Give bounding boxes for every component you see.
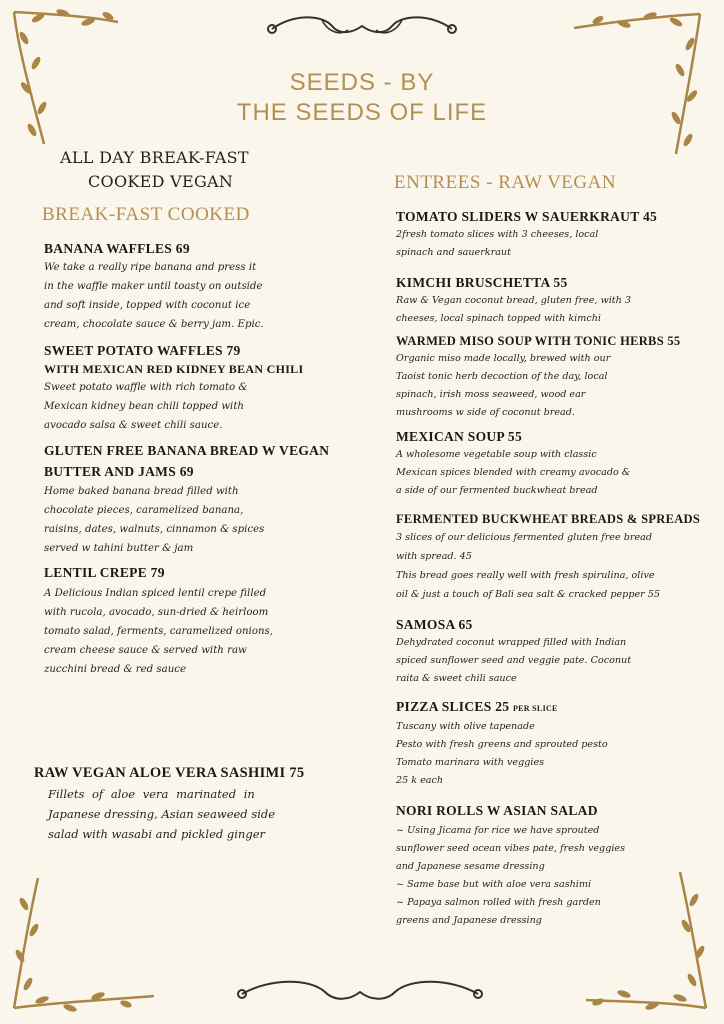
menu-item-tomato-sliders xyxy=(396,208,657,262)
item-desc-line: chocolate pieces, caramelized banana, xyxy=(44,505,244,516)
item-name: GLUTEN FREE BANANA BREAD W VEGAN xyxy=(44,443,330,458)
menu-item-miso-soup xyxy=(396,332,680,422)
item-desc-line: A wholesome vegetable soup with classic xyxy=(396,449,597,460)
item-subtitle: WITH MEXICAN RED KIDNEY BEAN CHILI xyxy=(44,362,304,376)
menu-title-line2: THE SEEDS OF LIFE xyxy=(236,99,488,126)
item-name: PIZZA SLICES 25 xyxy=(396,699,510,714)
item-desc-line: spinach, irish moss seaweed, wood ear xyxy=(396,389,586,400)
item-desc-line: with spread. 45 xyxy=(396,551,472,562)
item-desc-line: cream, chocolate sauce & berry jam. Epic. xyxy=(44,319,264,330)
item-desc-line: Raw & Vegan coconut bread, gluten free, with 3 xyxy=(396,295,631,306)
menu-item-sweet-potato-waffles xyxy=(44,342,303,435)
item-desc-line: Japanese dressing, Asian seaweed side xyxy=(48,807,276,821)
item-desc-line: spinach and sauerkraut xyxy=(396,247,511,258)
item-name: FERMENTED BUCKWHEAT BREADS & SPREADS xyxy=(396,512,701,526)
item-desc-line: tomato salad, ferments, caramelized onions, xyxy=(44,626,273,637)
menu-item-nori-rolls xyxy=(396,802,625,930)
item-desc-line: Mexican kidney bean chili topped with xyxy=(44,401,244,412)
item-desc-line: Home baked banana bread filled with xyxy=(44,486,239,497)
item-desc-line: A Delicious Indian spiced lentil crepe filled xyxy=(44,588,267,599)
bottom-left-leaf-ornament xyxy=(8,872,158,1012)
item-name: RAW VEGAN ALOE VERA SASHIMI 75 xyxy=(34,765,305,781)
item-desc-line: cheeses, local spinach topped with kimchi xyxy=(396,313,601,324)
menu-item-kimchi-bruschetta xyxy=(396,274,631,328)
item-desc-line: Fillets of aloe vera marinated in xyxy=(48,787,255,801)
item-desc-line: Organic miso made locally, brewed with our xyxy=(396,353,611,364)
item-desc-line: 25 k each xyxy=(396,775,444,786)
item-name: LENTIL CREPE 79 xyxy=(44,565,165,580)
item-name: NORI ROLLS W ASIAN SALAD xyxy=(396,803,598,818)
item-name: WARMED MISO SOUP WITH TONIC HERBS 55 xyxy=(396,334,681,348)
item-name: MEXICAN SOUP 55 xyxy=(396,429,523,444)
item-desc-line: 2fresh tomato slices with 3 cheeses, local xyxy=(396,229,599,240)
left-heading-line2: COOKED VEGAN xyxy=(88,172,234,191)
item-name: BUTTER AND JAMS 69 xyxy=(44,464,194,479)
top-scroll-ornament xyxy=(262,12,462,46)
item-desc-line: zucchini bread & red sauce xyxy=(44,664,187,675)
menu-item-samosa xyxy=(396,616,631,688)
item-desc-line: greens and Japanese dressing xyxy=(396,915,542,926)
item-desc-line: We take a really ripe banana and press it xyxy=(44,262,257,273)
item-desc-line: ~ Papaya salmon rolled with fresh garden xyxy=(396,897,601,908)
item-desc-line: and soft inside, topped with coconut ice xyxy=(44,300,251,311)
menu-item-banana-bread xyxy=(44,440,329,558)
item-desc-line: Mexican spices blended with creamy avocado & xyxy=(396,467,631,478)
item-desc-line: raita & sweet chili sauce xyxy=(396,673,517,684)
menu-item-mexican-soup xyxy=(396,428,630,500)
item-desc-line: oil & just a touch of Bali sea salt & cracked pepper 55 xyxy=(396,589,660,600)
item-name: BANANA WAFFLES 69 xyxy=(44,241,190,256)
item-name: KIMCHI BRUSCHETTA 55 xyxy=(396,275,568,290)
item-desc-line: and Japanese sesame dressing xyxy=(396,861,545,872)
item-name-row xyxy=(396,698,608,718)
item-desc-line: salad with wasabi and pickled ginger xyxy=(48,827,266,841)
right-heading: ENTREES - RAW VEGAN xyxy=(394,172,617,193)
bottom-scroll-ornament xyxy=(230,976,490,1012)
menu-item-lentil-crepe xyxy=(44,564,273,679)
item-desc-line: Taoist tonic herb decoction of the day, local xyxy=(396,371,608,382)
item-name: SAMOSA 65 xyxy=(396,617,473,632)
item-desc-line: served w tahini butter & jam xyxy=(44,543,194,554)
item-desc-line: Sweet potato waffle with rich tomato & xyxy=(44,382,248,393)
menu-item-pizza-slices xyxy=(396,698,608,790)
item-desc-line: Tomato marinara with veggies xyxy=(396,757,545,768)
item-desc-line: raisins, dates, walnuts, cinnamon & spices xyxy=(44,524,265,535)
item-desc-line: spiced sunflower seed and veggie pate. Coconut xyxy=(396,655,632,666)
menu-item-buckwheat-breads xyxy=(396,510,700,604)
item-desc-line: Dehydrated coconut wrapped filled with Indian xyxy=(396,637,627,648)
item-desc-line: with rucola, avocado, sun-dried & heirloom xyxy=(44,607,269,618)
item-desc-line: ~ Using Jicama for rice we have sprouted xyxy=(396,825,600,836)
item-desc-line: This bread goes really well with fresh spirulina, olive xyxy=(396,570,655,581)
item-desc-line: avocado salsa & sweet chili sauce. xyxy=(44,420,223,431)
item-desc-line: a side of our fermented buckwheat bread xyxy=(396,485,598,496)
item-name: SWEET POTATO WAFFLES 79 xyxy=(44,343,241,358)
item-desc-line: 3 slices of our delicious fermented gluten free bread xyxy=(396,532,652,543)
item-desc-line: cream cheese sauce & served with raw xyxy=(44,645,247,656)
menu-item-banana-waffles xyxy=(44,240,264,334)
item-desc-line: Pesto with fresh greens and sprouted pesto xyxy=(396,739,608,750)
item-desc-line: Tuscany with olive tapenade xyxy=(396,721,535,732)
item-desc-line: sunflower seed ocean vibes pate, fresh veggies xyxy=(396,843,626,854)
menu-title-line1: SEEDS - BY xyxy=(289,69,435,96)
item-desc-line: ~ Same base but with aloe vera sashimi xyxy=(396,879,592,890)
item-desc-line: in the waffle maker until toasty on outside xyxy=(44,281,263,292)
item-unit-label: PER SLICE xyxy=(512,704,558,713)
item-name: TOMATO SLIDERS W SAUERKRAUT 45 xyxy=(396,209,658,224)
left-subheading: BREAK-FAST COOKED xyxy=(42,204,250,225)
menu-item-aloe-vera-sashimi xyxy=(34,764,304,844)
item-desc-line: mushrooms w side of coconut bread. xyxy=(396,407,575,418)
left-heading-line1: ALL DAY BREAK-FAST xyxy=(60,148,249,167)
